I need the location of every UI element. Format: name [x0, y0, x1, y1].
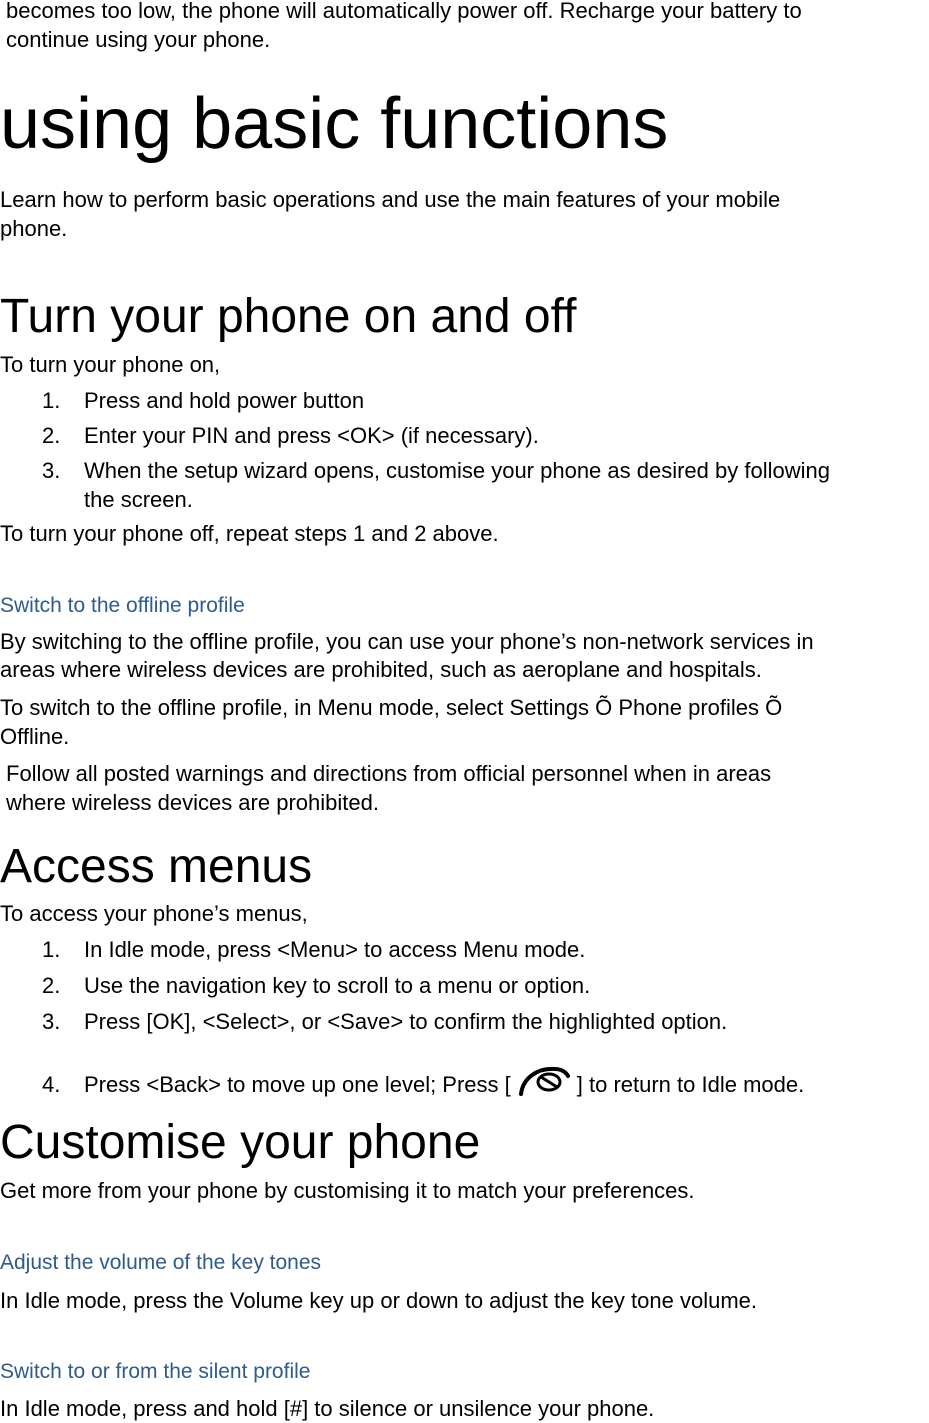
list-item-continuation: the screen. [84, 487, 193, 512]
turn-on-lead: To turn your phone on, [0, 352, 221, 377]
customise-lead: Get more from your phone by customising it to match your preferences. [0, 1178, 695, 1203]
list-item [42, 421, 539, 450]
list-text: When the setup wizard opens, customise your phone as desired by following [84, 458, 830, 483]
offline-paragraph-2a: To switch to the offline profile, in Menu mode, select Settings Õ Phone profiles Õ [0, 695, 783, 720]
list-text: Use the navigation key to scroll to a menu or option. [84, 973, 591, 998]
list-text: Press and hold power button [84, 388, 365, 413]
key-tone-volume-text: In Idle mode, press the Volume key up or down to adjust the key tone volume. [0, 1288, 757, 1313]
intro-line-2: continue using your phone. [6, 27, 271, 52]
list-number: 3. [42, 1009, 61, 1034]
list-text-after-icon: ] to return to Idle mode. [576, 1072, 805, 1097]
list-number: 2. [42, 423, 61, 448]
offline-paragraph-1a: By switching to the offline profile, you can use your phone’s non-network services in [0, 629, 814, 654]
section-heading-turn-on-off: Turn your phone on and off [0, 290, 577, 343]
list-text: In Idle mode, press <Menu> to access Menu mode. [84, 937, 586, 962]
list-number: 3. [42, 458, 61, 483]
section-heading-access-menus: Access menus [0, 840, 313, 893]
end-call-icon [515, 1064, 571, 1105]
warning-note-2: where wireless devices are prohibited. [6, 790, 379, 815]
warning-note-1: Follow all posted warnings and directions from official personnel when in areas [6, 761, 772, 786]
subheading-silent-profile: Switch to or from the silent profile [0, 1360, 311, 1383]
intro-line-1: becomes too low, the phone will automatically power off. Recharge your battery to [6, 0, 802, 23]
list-number: 1. [42, 937, 61, 962]
section-heading-customise: Customise your phone [0, 1116, 481, 1169]
list-number: 4. [42, 1072, 61, 1097]
chapter-desc-1: Learn how to perform basic operations and use the main features of your mobile [0, 187, 781, 212]
chapter-title: using basic functions [0, 84, 669, 164]
chapter-desc-2: phone. [0, 216, 68, 241]
list-number: 1. [42, 388, 61, 413]
offline-paragraph-2b: Offline. [0, 724, 70, 749]
list-text: Enter your PIN and press <OK> (if necessary). [84, 423, 539, 448]
offline-paragraph-1b: areas where wireless devices are prohibited, such as aeroplane and hospitals. [0, 657, 762, 682]
list-item [42, 1064, 804, 1105]
list-item [42, 1007, 727, 1036]
subheading-key-tone-volume: Adjust the volume of the key tones [0, 1251, 322, 1274]
list-item [42, 935, 585, 964]
silent-profile-text: In Idle mode, press and hold [#] to silence or unsilence your phone. [0, 1396, 655, 1421]
list-text: Press [OK], <Select>, or <Save> to confirm the highlighted option. [84, 1009, 728, 1034]
access-menus-lead: To access your phone’s menus, [0, 901, 308, 926]
list-item [42, 456, 830, 485]
list-text-before-icon: Press <Back> to move up one level; Press [ [84, 1072, 511, 1097]
list-item [42, 971, 590, 1000]
subheading-offline-profile: Switch to the offline profile [0, 594, 245, 617]
turn-off-text: To turn your phone off, repeat steps 1 and 2 above. [0, 521, 499, 546]
list-item [42, 386, 364, 415]
list-number: 2. [42, 973, 61, 998]
